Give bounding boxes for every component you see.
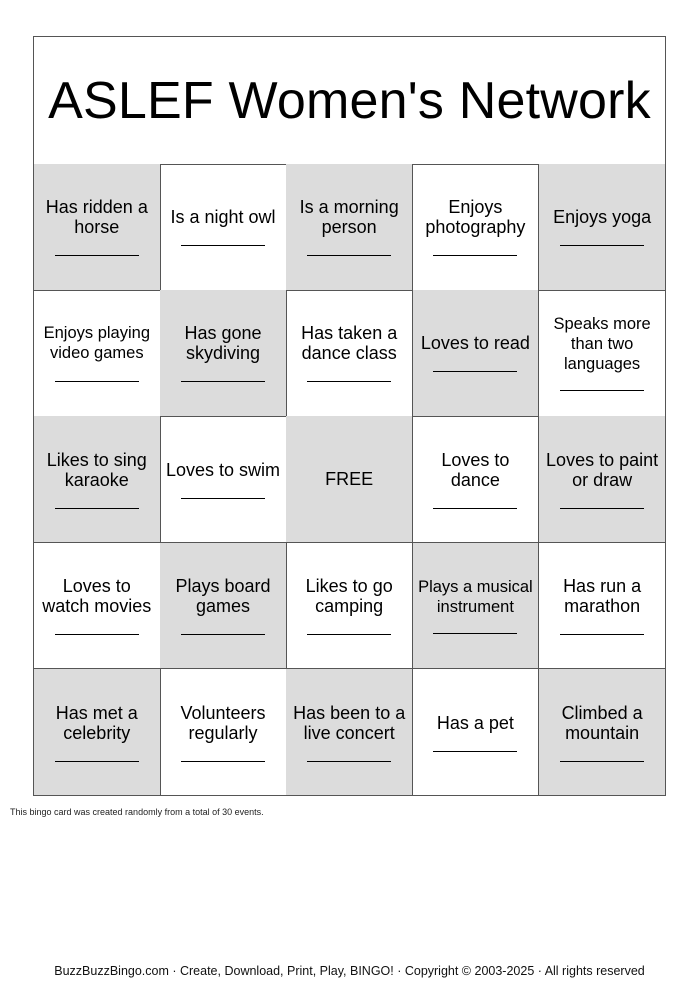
cell-text: Loves to read bbox=[420, 333, 530, 354]
cell-text: Plays a musical instrument bbox=[418, 577, 533, 616]
signature-line bbox=[433, 751, 517, 752]
cell-text: Plays board games bbox=[175, 575, 271, 616]
signature-line bbox=[560, 634, 644, 635]
signature-line bbox=[433, 371, 517, 372]
bingo-cell[interactable] bbox=[34, 416, 161, 543]
cell-text: Has taken a dance class bbox=[301, 323, 398, 364]
signature-line bbox=[181, 761, 265, 762]
signature-line bbox=[433, 508, 517, 509]
cell-text: Loves to dance bbox=[441, 449, 510, 490]
bingo-cell[interactable] bbox=[539, 290, 666, 417]
cell-text: Volunteers regularly bbox=[180, 702, 266, 743]
bingo-cell[interactable] bbox=[34, 290, 161, 417]
cell-text: Is a morning person bbox=[299, 197, 399, 238]
signature-line bbox=[560, 390, 644, 391]
bingo-cell[interactable] bbox=[539, 543, 666, 670]
cell-text: Loves to swim bbox=[165, 459, 280, 480]
cell-text: Has met a celebrity bbox=[55, 702, 138, 743]
cell-text: Has a pet bbox=[436, 712, 514, 733]
bingo-cell[interactable] bbox=[286, 669, 413, 796]
signature-line bbox=[55, 761, 139, 762]
bingo-cell[interactable] bbox=[413, 669, 540, 796]
signature-line bbox=[307, 634, 391, 635]
bingo-cell[interactable] bbox=[34, 669, 161, 796]
cell-text: Likes to go camping bbox=[305, 575, 393, 616]
bingo-cell[interactable] bbox=[539, 669, 666, 796]
bingo-cell[interactable] bbox=[413, 416, 540, 543]
bingo-cell[interactable] bbox=[539, 416, 666, 543]
signature-line bbox=[181, 498, 265, 499]
cell-text: Is a night owl bbox=[170, 207, 276, 228]
bingo-cell[interactable] bbox=[413, 543, 540, 670]
bingo-cell[interactable] bbox=[286, 543, 413, 670]
signature-line bbox=[560, 508, 644, 509]
bingo-cell[interactable] bbox=[160, 669, 287, 796]
bingo-card bbox=[33, 36, 666, 796]
signature-line bbox=[307, 761, 391, 762]
signature-line bbox=[55, 381, 139, 382]
free-cell[interactable] bbox=[286, 416, 413, 543]
bingo-cell[interactable] bbox=[286, 290, 413, 417]
cell-text: Has gone skydiving bbox=[184, 323, 262, 364]
signature-line bbox=[181, 245, 265, 246]
bingo-cell[interactable] bbox=[160, 290, 287, 417]
bingo-cell[interactable] bbox=[34, 543, 161, 670]
bingo-cell[interactable] bbox=[286, 164, 413, 291]
cell-text: Enjoys yoga bbox=[553, 207, 652, 228]
signature-line bbox=[181, 634, 265, 635]
cell-text: Enjoys photography bbox=[425, 197, 526, 238]
signature-line bbox=[433, 633, 517, 634]
cell-text: Has been to a live concert bbox=[293, 702, 406, 743]
bingo-cell[interactable] bbox=[539, 164, 666, 291]
signature-line bbox=[55, 508, 139, 509]
cell-text: Loves to paint or draw bbox=[546, 449, 659, 490]
events-note: This bingo card was created randomly from a total of 30 events. bbox=[10, 807, 264, 817]
cell-text: Has ridden a horse bbox=[45, 197, 148, 238]
cell-text: Enjoys playing video games bbox=[43, 324, 150, 363]
bingo-cell[interactable] bbox=[413, 290, 540, 417]
cell-text: Has run a marathon bbox=[563, 575, 642, 616]
signature-line bbox=[560, 761, 644, 762]
signature-line bbox=[307, 381, 391, 382]
bingo-grid bbox=[34, 164, 665, 795]
cell-text: Speaks more than two languages bbox=[553, 315, 651, 374]
footer-credit: BuzzBuzzBingo.com · Create, Download, Print, Play, BINGO! · Copyright © 2003-2025 · All rights reserved bbox=[54, 964, 645, 978]
title-box bbox=[34, 37, 665, 165]
cell-text: Climbed a mountain bbox=[561, 702, 643, 743]
signature-line bbox=[560, 245, 644, 246]
signature-line bbox=[181, 381, 265, 382]
bingo-cell[interactable] bbox=[160, 416, 287, 543]
bingo-cell[interactable] bbox=[413, 164, 540, 291]
bingo-cell[interactable] bbox=[160, 164, 287, 291]
card-title: ASLEF Women's Network bbox=[48, 71, 651, 130]
signature-line bbox=[55, 255, 139, 256]
free-text: FREE bbox=[325, 469, 374, 490]
cell-text: Likes to sing karaoke bbox=[46, 449, 147, 490]
signature-line bbox=[433, 255, 517, 256]
cell-text: Loves to watch movies bbox=[42, 575, 152, 616]
signature-line bbox=[55, 634, 139, 635]
bingo-cell[interactable] bbox=[34, 164, 161, 291]
signature-line bbox=[307, 255, 391, 256]
bingo-cell[interactable] bbox=[160, 543, 287, 670]
